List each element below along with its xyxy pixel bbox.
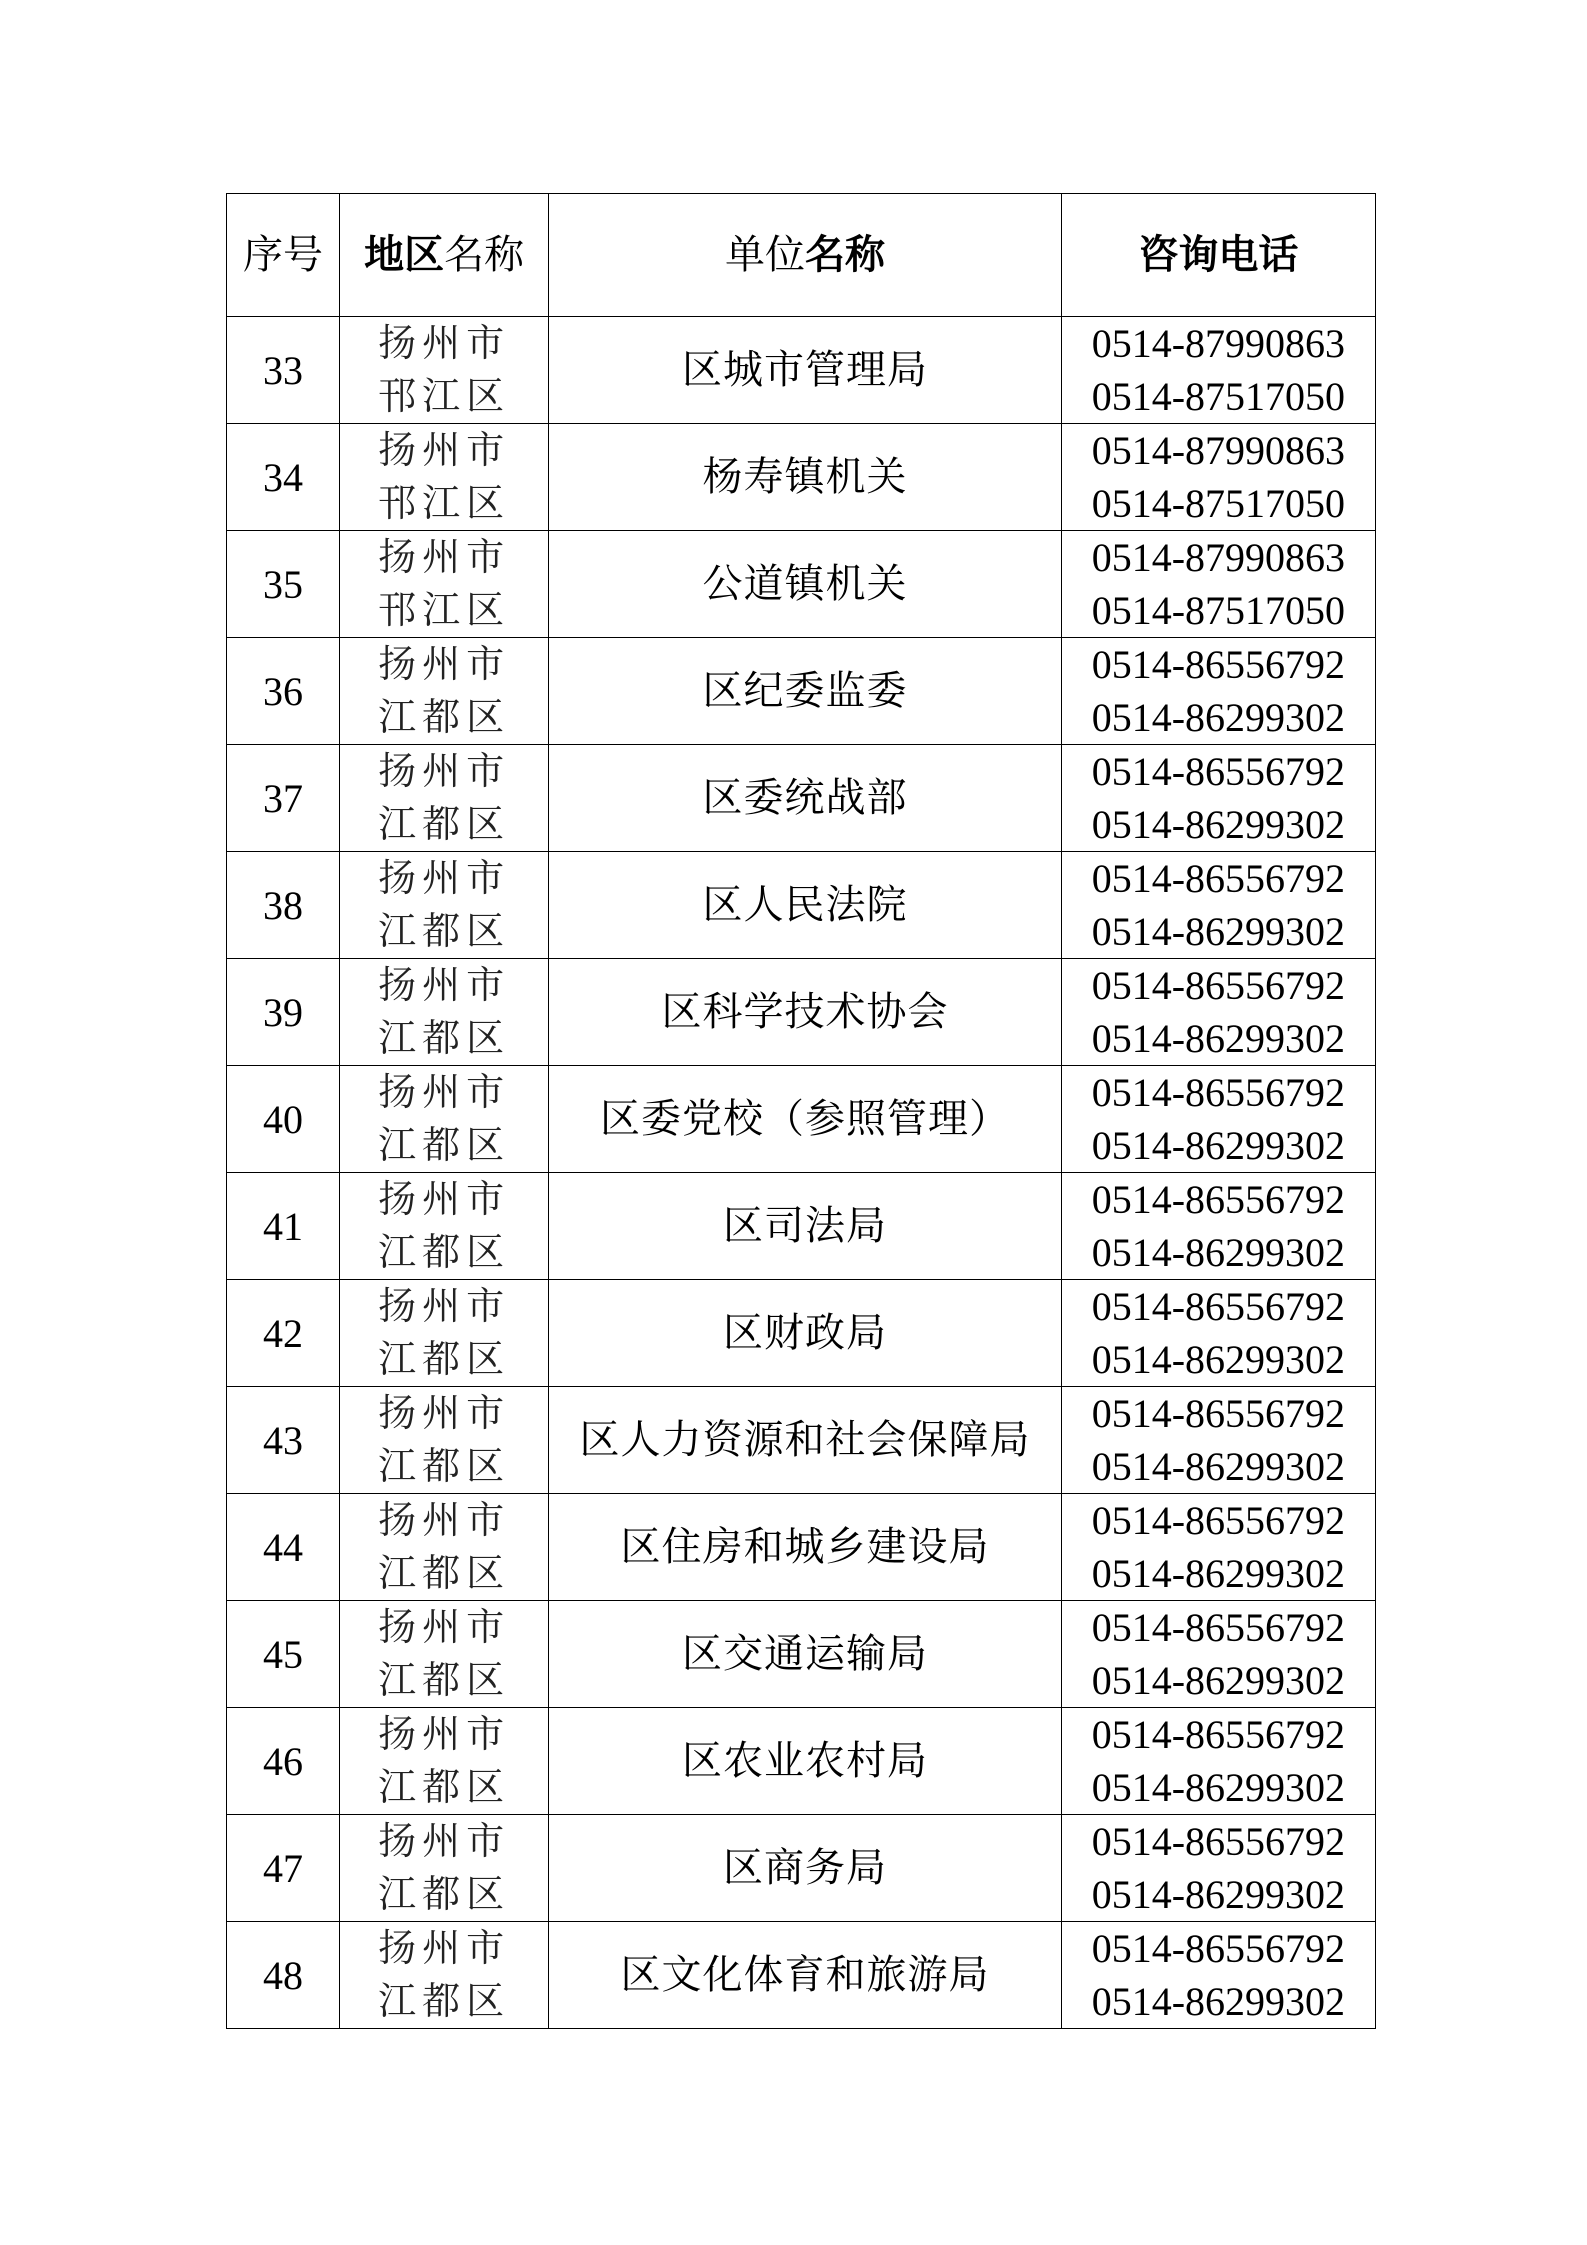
phone-cell: [1061, 1494, 1375, 1601]
region-cell: [340, 1387, 549, 1494]
phone-number-1: 0514-86556792: [1091, 1391, 1346, 1436]
table-row: [227, 1922, 1376, 2029]
region-district: 江都区: [378, 1979, 511, 2023]
table-row: [227, 1173, 1376, 1280]
table-row: [227, 1494, 1376, 1601]
region-district: 江都区: [378, 1658, 511, 1702]
region-district: 江都区: [378, 1230, 511, 1274]
region-cell: [340, 1494, 549, 1601]
region-city: 扬州市: [378, 1712, 511, 1756]
row-number: 47: [227, 1815, 340, 1922]
region-cell: [340, 1173, 549, 1280]
region-city: 扬州市: [378, 1284, 511, 1328]
header-region: [340, 194, 549, 317]
phone-number-2: 0514-86299302: [1091, 802, 1346, 847]
phone-number-2: 0514-86299302: [1091, 1123, 1346, 1168]
unit-name: 区商务局: [549, 1815, 1061, 1922]
phone-number-1: 0514-86556792: [1091, 1498, 1346, 1543]
row-number: 44: [227, 1494, 340, 1601]
unit-name: 区住房和城乡建设局: [549, 1494, 1061, 1601]
region-district: 邗江区: [378, 588, 511, 632]
header-unit-label: 单位: [724, 232, 805, 278]
unit-name: 区交通运输局: [549, 1601, 1061, 1708]
phone-number-2: 0514-87517050: [1091, 481, 1346, 526]
row-number: 33: [227, 317, 340, 424]
row-number: 36: [227, 638, 340, 745]
table-row: [227, 1601, 1376, 1708]
phone-cell: [1061, 531, 1375, 638]
region-cell: [340, 317, 549, 424]
phone-number-2: 0514-87517050: [1091, 374, 1346, 419]
region-cell: [340, 1815, 549, 1922]
table-body: [227, 317, 1376, 2029]
row-number: 38: [227, 852, 340, 959]
unit-name: 杨寿镇机关: [549, 424, 1061, 531]
row-number: 40: [227, 1066, 340, 1173]
region-city: 扬州市: [378, 856, 511, 900]
row-number: 46: [227, 1708, 340, 1815]
table-row: [227, 1387, 1376, 1494]
phone-cell: [1061, 852, 1375, 959]
region-cell: [340, 959, 549, 1066]
phone-number-1: 0514-86556792: [1091, 749, 1346, 794]
region-city: 扬州市: [378, 963, 511, 1007]
phone-number-1: 0514-86556792: [1091, 1070, 1346, 1115]
row-number: 34: [227, 424, 340, 531]
phone-cell: [1061, 1387, 1375, 1494]
phone-number-1: 0514-87990863: [1091, 535, 1346, 580]
phone-number-1: 0514-86556792: [1091, 1605, 1346, 1650]
region-cell: [340, 531, 549, 638]
phone-number-1: 0514-86556792: [1091, 1819, 1346, 1864]
unit-name: 区农业农村局: [549, 1708, 1061, 1815]
header-region-label-bold: 地区: [364, 231, 445, 278]
phone-cell: [1061, 1708, 1375, 1815]
table-row: [227, 1815, 1376, 1922]
region-cell: [340, 1708, 549, 1815]
region-district: 江都区: [378, 1016, 511, 1060]
header-unit: [549, 194, 1061, 317]
header-phone-label: 咨询电话: [1138, 231, 1299, 278]
row-number: 39: [227, 959, 340, 1066]
region-district: 江都区: [378, 1337, 511, 1381]
region-city: 扬州市: [378, 1605, 511, 1649]
region-district: 江都区: [378, 1765, 511, 1809]
header-no-label: 序号: [243, 231, 324, 278]
region-district: 江都区: [378, 695, 511, 739]
phone-cell: [1061, 424, 1375, 531]
unit-name: 区人民法院: [549, 852, 1061, 959]
region-cell: [340, 1922, 549, 2029]
row-number: 42: [227, 1280, 340, 1387]
region-district: 邗江区: [378, 374, 511, 418]
phone-cell: [1061, 1922, 1375, 2029]
region-cell: [340, 424, 549, 531]
phone-number-2: 0514-87517050: [1091, 588, 1346, 633]
unit-name: 区城市管理局: [549, 317, 1061, 424]
region-city: 扬州市: [378, 1819, 511, 1863]
row-number: 45: [227, 1601, 340, 1708]
unit-name: 区纪委监委: [549, 638, 1061, 745]
region-city: 扬州市: [378, 1070, 511, 1114]
phone-cell: [1061, 317, 1375, 424]
phone-cell: [1061, 745, 1375, 852]
region-city: 扬州市: [378, 535, 511, 579]
phone-number-2: 0514-86299302: [1091, 1979, 1346, 2024]
region-district: 邗江区: [378, 481, 511, 525]
table-row: [227, 424, 1376, 531]
unit-name: 区委党校（参照管理）: [549, 1066, 1061, 1173]
unit-name: 区司法局: [549, 1173, 1061, 1280]
phone-cell: [1061, 1066, 1375, 1173]
region-city: 扬州市: [378, 428, 511, 472]
phone-cell: [1061, 1601, 1375, 1708]
region-district: 江都区: [378, 1872, 511, 1916]
phone-number-1: 0514-86556792: [1091, 1926, 1346, 1971]
header-row: [227, 194, 1376, 317]
phone-number-2: 0514-86299302: [1091, 1872, 1346, 1917]
region-city: 扬州市: [378, 749, 511, 793]
table-row: [227, 638, 1376, 745]
phone-number-2: 0514-86299302: [1091, 1658, 1346, 1703]
region-city: 扬州市: [378, 321, 511, 365]
phone-number-1: 0514-86556792: [1091, 642, 1346, 687]
header-region-label: 名称: [444, 232, 525, 278]
phone-cell: [1061, 959, 1375, 1066]
region-cell: [340, 1601, 549, 1708]
phone-number-1: 0514-86556792: [1091, 856, 1346, 901]
region-city: 扬州市: [378, 1498, 511, 1542]
region-district: 江都区: [378, 1551, 511, 1595]
unit-name: 公道镇机关: [549, 531, 1061, 638]
region-district: 江都区: [378, 909, 511, 953]
phone-number-2: 0514-86299302: [1091, 1551, 1346, 1596]
region-city: 扬州市: [378, 1391, 511, 1435]
phone-number-1: 0514-87990863: [1091, 428, 1346, 473]
row-number: 35: [227, 531, 340, 638]
table-row: [227, 1280, 1376, 1387]
row-number: 43: [227, 1387, 340, 1494]
phone-number-2: 0514-86299302: [1091, 1016, 1346, 1061]
region-cell: [340, 852, 549, 959]
phone-number-1: 0514-86556792: [1091, 1712, 1346, 1757]
phone-cell: [1061, 638, 1375, 745]
unit-name: 区财政局: [549, 1280, 1061, 1387]
row-number: 48: [227, 1922, 340, 2029]
unit-name: 区委统战部: [549, 745, 1061, 852]
table-row: [227, 317, 1376, 424]
unit-name: 区科学技术协会: [549, 959, 1061, 1066]
phone-number-2: 0514-86299302: [1091, 1444, 1346, 1489]
header-no: [227, 194, 340, 317]
table-row: [227, 959, 1376, 1066]
header-unit-label-bold: 名称: [804, 231, 885, 278]
table-row: [227, 852, 1376, 959]
phone-number-1: 0514-87990863: [1091, 321, 1346, 366]
table-row: [227, 1708, 1376, 1815]
region-district: 江都区: [378, 802, 511, 846]
header-phone: [1061, 194, 1375, 317]
contact-table: [226, 193, 1376, 2029]
phone-number-2: 0514-86299302: [1091, 1337, 1346, 1382]
region-cell: [340, 1066, 549, 1173]
region-city: 扬州市: [378, 642, 511, 686]
table-row: [227, 745, 1376, 852]
unit-name: 区文化体育和旅游局: [549, 1922, 1061, 2029]
region-cell: [340, 638, 549, 745]
region-cell: [340, 1280, 549, 1387]
phone-cell: [1061, 1815, 1375, 1922]
row-number: 41: [227, 1173, 340, 1280]
table-row: [227, 1066, 1376, 1173]
region-district: 江都区: [378, 1123, 511, 1167]
phone-number-1: 0514-86556792: [1091, 1284, 1346, 1329]
region-cell: [340, 745, 549, 852]
phone-number-2: 0514-86299302: [1091, 1230, 1346, 1275]
region-district: 江都区: [378, 1444, 511, 1488]
unit-name: 区人力资源和社会保障局: [549, 1387, 1061, 1494]
region-city: 扬州市: [378, 1926, 511, 1970]
row-number: 37: [227, 745, 340, 852]
phone-number-2: 0514-86299302: [1091, 695, 1346, 740]
phone-cell: [1061, 1173, 1375, 1280]
phone-cell: [1061, 1280, 1375, 1387]
phone-number-2: 0514-86299302: [1091, 1765, 1346, 1810]
phone-number-1: 0514-86556792: [1091, 963, 1346, 1008]
region-city: 扬州市: [378, 1177, 511, 1221]
phone-number-1: 0514-86556792: [1091, 1177, 1346, 1222]
phone-number-2: 0514-86299302: [1091, 909, 1346, 954]
table-row: [227, 531, 1376, 638]
table-header: [227, 194, 1376, 317]
